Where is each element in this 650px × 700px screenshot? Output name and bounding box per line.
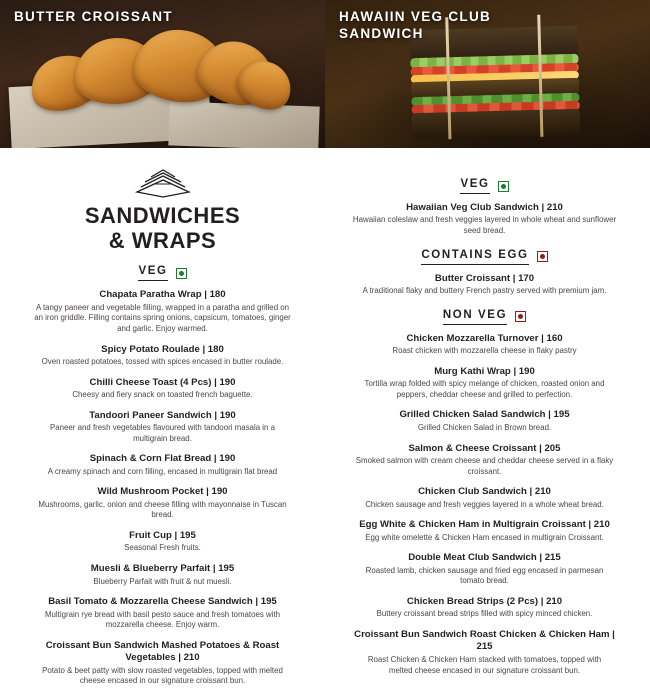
menu-body [0,148,650,696]
menu-item-name: Butter Croissant | 170 [434,272,535,284]
nonveg-mark-icon [537,251,548,262]
club-sandwich-icon [410,26,581,140]
menu-item-desc: Multigrain rye bread with basil pesto sauce and fresh tomatoes with mozzarella cheese. Enjoy warm. [44,609,281,630]
menu-item-name: Croissant Bun Sandwich Mashed Potatoes & Roast Vegetables | 210 [45,639,280,664]
category-label: VEG [138,265,167,281]
veg-mark-icon [176,268,187,279]
menu-item-desc: Seasonal Fresh fruits. [124,543,201,553]
menu-item-desc: Potato & beet patty with slow roasted vegetables, topped with melted cheese encased in our signature croissant bun. [42,665,283,686]
menu-item-name: Croissant Bun Sandwich Roast Chicken & Chicken Ham | 215 [354,629,615,653]
menu-item-desc: Chicken sausage and fresh veggies layered in a whole wheat bread. [365,499,604,509]
menu-item [345,629,624,676]
menu-item [345,443,624,478]
hero-title-left: BUTTER CROISSANT [14,9,173,24]
menu-item-desc: Egg white omelette & Chicken Ham encased in multigrain Croissant. [365,532,604,542]
menu-item [26,563,299,587]
category-header-veg-right [345,178,624,194]
hero-image-croissant [0,0,325,148]
menu-item-name: Chapata Paratha Wrap | 180 [99,289,226,301]
menu-item-name: Chicken Mozzarella Turnover | 160 [406,332,563,344]
menu-item [26,377,299,401]
menu-item-name: Spicy Potato Roulade | 180 [101,343,224,355]
menu-item [26,289,299,334]
menu-item [26,410,299,445]
menu-item [345,519,624,543]
menu-item-desc: A tangy paneer and vegetable filling, wrapped in a paratha and grilled on an iron griddle. Filling contains spring onions, capsicum, tomatoes, ginger and garlic. Enjoy warmed. [34,302,291,333]
menu-item [345,409,624,433]
veg-mark-icon [498,181,509,192]
menu-item-desc: Tortilla wrap folded with spicy melange of chicken, roasted onion and peppers, cheddar cheese and grilled to perfection. [364,379,605,399]
menu-item-name: Chilli Cheese Toast (4 Pcs) | 190 [89,376,236,388]
menu-item-desc: Paneer and fresh vegetables flavoured with tandoori masala in a multigrain bread. [49,423,276,443]
menu-item [345,333,624,357]
menu-item-name: Spinach & Corn Flat Bread | 190 [89,453,236,465]
menu-item [345,552,624,587]
menu-item [345,486,624,510]
menu-item [26,530,299,554]
category-label: CONTAINS EGG [421,249,528,265]
menu-item-desc: Grilled Chicken Salad in Brown bread. [417,422,552,432]
menu-item-desc: Blueberry Parfait with fruit & nut muesli. [93,576,232,586]
menu-item-name: Tandoori Paneer Sandwich | 190 [89,409,236,421]
menu-item [345,366,624,401]
menu-item-desc: Oven roasted potatoes, tossed with spices encased in butter roulade. [41,356,284,366]
hero-banner [0,0,650,148]
menu-item-desc: Buttery croissant bread strips filled with spicy minced chicken. [376,609,593,619]
menu-item-name: Double Meat Club Sandwich | 215 [408,552,561,564]
category-header-veg-left [26,265,299,281]
menu-item-name: Grilled Chicken Salad Sandwich | 195 [399,409,570,421]
menu-item-desc: Hawaiian coleslaw and fresh veggies layered in whole wheat and sunflower seed bread. [352,215,617,236]
menu-column-right [325,148,650,696]
menu-item-name: Murg Kathi Wrap | 190 [434,365,535,377]
menu-item-desc: Roasted lamb, chicken sausage and fried egg encased in parmesan tomato bread. [365,565,604,586]
menu-item [345,596,624,620]
category-header-contains-egg [345,249,624,265]
menu-item-name: Chicken Club Sandwich | 210 [418,486,551,498]
menu-item-name: Egg White & Chicken Ham in Multigrain Croissant | 210 [359,519,610,531]
menu-item [26,344,299,368]
menu-item-desc: Roast Chicken & Chicken Ham stacked with tomatoes, topped with melted cheese encased in our signature croissant bun. [367,654,602,675]
menu-item-desc: Smoked salmon with cream cheese and cheddar cheese served in a flaky croissant. [355,455,614,476]
menu-item-name: Muesli & Blueberry Parfait | 195 [90,563,235,575]
menu-item [26,596,299,631]
category-label: VEG [460,178,489,194]
menu-item-name: Salmon & Cheese Croissant | 205 [408,442,561,454]
menu-item-desc: Roast chicken with mozzarella cheese in flaky pastry [392,346,577,356]
menu-item-desc: Cheesy and fiery snack on toasted french baguette. [72,390,253,400]
menu-item [26,486,299,521]
menu-item-desc: A creamy spinach and corn filling, encased in multigrain flat bread [47,466,278,476]
menu-item-name: Basil Tomato & Mozzarella Cheese Sandwich | 195 [48,596,277,608]
hero-title-right: HAWAIIN VEG CLUB SANDWICH [339,9,492,42]
menu-item [26,453,299,477]
nonveg-mark-icon [515,311,526,322]
category-header-non-veg [345,309,624,325]
menu-item [26,640,299,687]
page-title [26,204,299,253]
croissant-icon [26,16,288,124]
menu-item-name: Hawaiian Veg Club Sandwich | 210 [406,202,563,213]
sandwich-stack-icon [26,166,299,200]
hero-image-club-sandwich [325,0,650,148]
category-label: NON VEG [443,309,507,325]
section-title-line1: SANDWICHES [84,203,241,228]
menu-item-name: Chicken Bread Strips (2 Pcs) | 210 [406,595,563,607]
menu-item-desc: Mushrooms, garlic, onion and cheese filling with mayonnaise in Tuscan bread. [38,499,287,520]
menu-item [345,273,624,297]
section-title-line2: & WRAPS [108,227,217,253]
menu-item-name: Wild Mushroom Pocket | 190 [97,486,228,498]
menu-column-left [0,148,325,696]
menu-item-name: Fruit Cup | 195 [129,530,196,541]
menu-item [345,202,624,237]
menu-item-desc: A traditional flaky and buttery French pastry served with premium jam. [362,286,607,296]
